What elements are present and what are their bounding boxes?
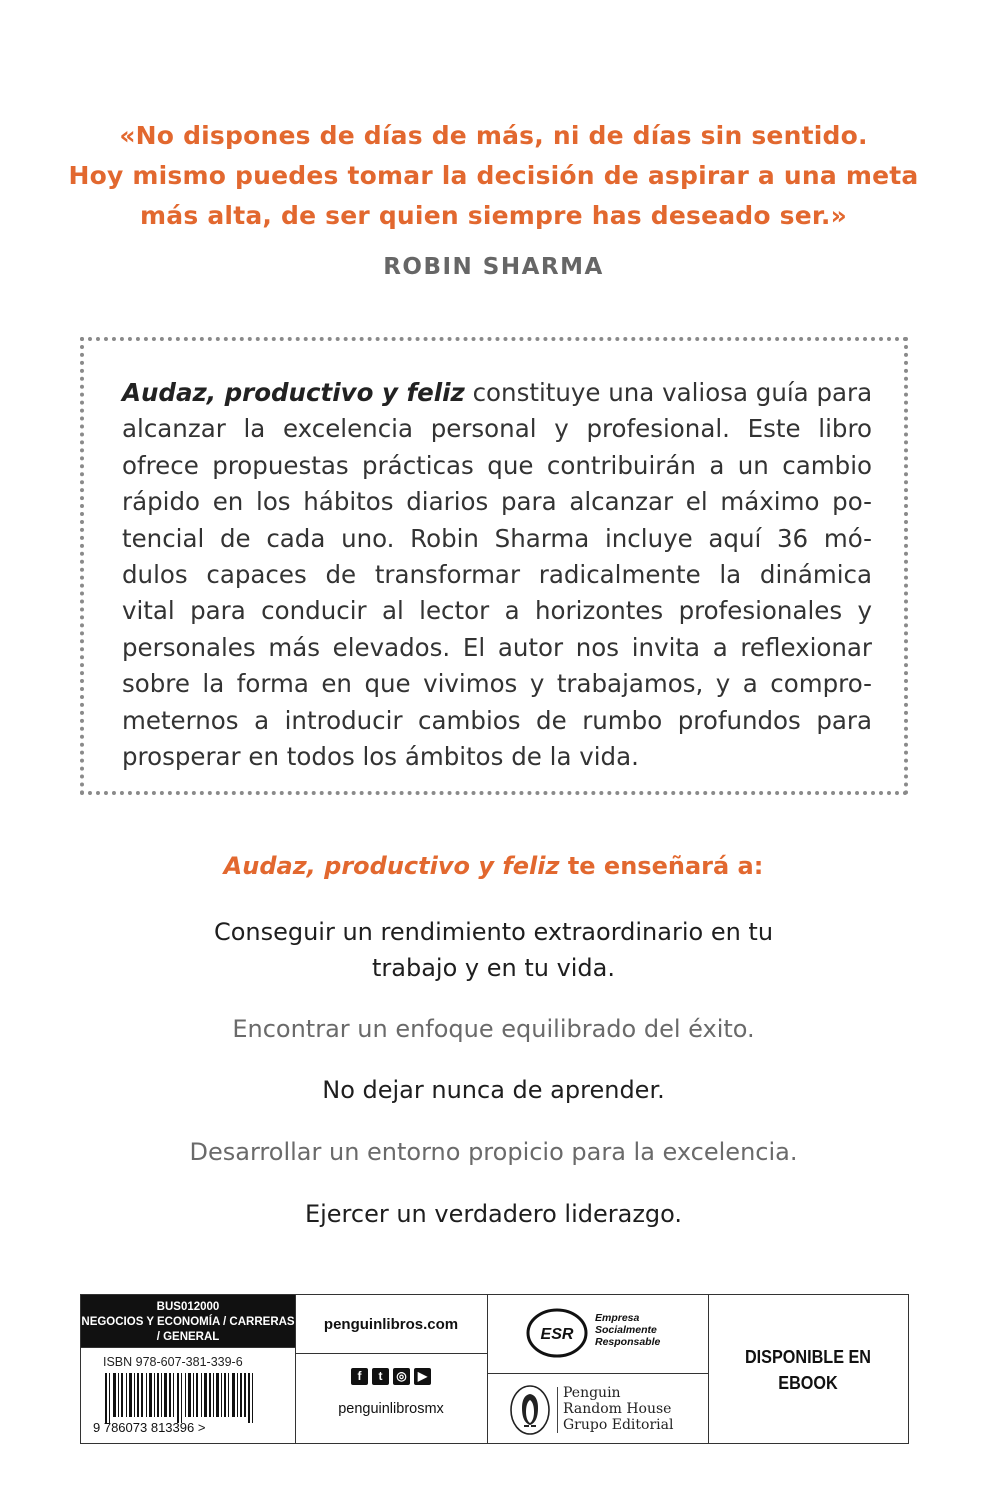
esr-logo-text: ESR bbox=[540, 1326, 574, 1343]
youtube-icon[interactable]: ▶ bbox=[414, 1368, 431, 1385]
description-line: vital para conducir al lector a horizontes profesionales y bbox=[122, 596, 872, 626]
quote-line: más alta, de ser quien siempre has deseado ser.» bbox=[140, 201, 847, 230]
learn-item-line: Desarrollar un entorno propicio para la excelencia. bbox=[189, 1138, 798, 1166]
description-line: dulos capaces de transformar radicalmente la dinámica bbox=[122, 560, 872, 590]
ebook-line: DISPONIBLE EN bbox=[744, 1347, 872, 1367]
esr-text-line: Responsable bbox=[595, 1336, 661, 1348]
ebook-line: EBOOK bbox=[778, 1373, 838, 1393]
website-link[interactable]: penguinlibros.com bbox=[323, 1315, 459, 1333]
esr-text-line: Empresa bbox=[595, 1312, 640, 1324]
description-text bbox=[122, 375, 872, 775]
learn-item-line: Encontrar un enfoque equilibrado del éxito. bbox=[232, 1015, 755, 1043]
learn-item-line: No dejar nunca de aprender. bbox=[322, 1076, 665, 1104]
quote-line: «No dispones de días de más, ni de días sin sentido. bbox=[119, 121, 868, 150]
learn-item bbox=[0, 1011, 987, 1047]
publisher-name-line: Random House bbox=[563, 1401, 672, 1417]
description-line: alcanzar la excelencia personal y profesional. Este libro bbox=[122, 414, 872, 444]
learn-heading-title: Audaz, productivo y feliz bbox=[223, 852, 560, 880]
bisac-category: / GENERAL bbox=[156, 1331, 220, 1343]
isbn-label: ISBN 978-607-381-339-6 bbox=[103, 1355, 243, 1369]
esr-logo-block bbox=[487, 1295, 708, 1373]
learn-item bbox=[0, 1134, 987, 1170]
learn-heading bbox=[0, 852, 987, 880]
barcode-digits: 9 786073 813396 > bbox=[93, 1420, 206, 1433]
description-line: prosperar en todos los ámbitos de la vida. bbox=[122, 742, 639, 772]
learn-heading-suffix: te enseñará a: bbox=[559, 852, 764, 880]
learn-item bbox=[0, 1196, 987, 1232]
penguin-logo-icon bbox=[507, 1383, 553, 1437]
description-line-text: constituye una valiosa guía para bbox=[464, 378, 873, 407]
description-line: personales más elevados. El autor nos invita a reflexionar bbox=[122, 632, 872, 662]
publisher-logo-block bbox=[487, 1373, 708, 1445]
facebook-icon[interactable]: f bbox=[351, 1368, 368, 1385]
esr-logo-icon bbox=[525, 1307, 589, 1359]
social-icons bbox=[295, 1365, 487, 1385]
divider bbox=[81, 1347, 295, 1348]
description-line: meternos a introducir cambios de rumbo profundos para bbox=[122, 705, 872, 735]
esr-text bbox=[595, 1312, 660, 1348]
description-line: sobre la forma en que vivimos y trabajamos, y a compro- bbox=[122, 669, 872, 699]
description-line: rápido en los hábitos diarios para alcanzar el máximo po- bbox=[122, 487, 872, 517]
description-line: tencial de cada uno. Robin Sharma incluye aquí 36 mó- bbox=[122, 523, 872, 553]
quote-author: ROBIN SHARMA bbox=[383, 254, 604, 280]
learn-item bbox=[0, 914, 987, 986]
twitter-icon[interactable]: t bbox=[372, 1368, 389, 1385]
publisher-divider bbox=[557, 1387, 558, 1433]
publisher-name-line: Grupo Editorial bbox=[563, 1417, 674, 1433]
bisac-code: BUS012000 bbox=[156, 1301, 220, 1313]
learn-item-line: Ejercer un verdadero liderazgo. bbox=[304, 1200, 683, 1228]
learn-item-line: trabajo y en tu vida. bbox=[371, 954, 616, 982]
description-line: ofrece propuestas prácticas que contribuirán a un cambio bbox=[122, 450, 872, 480]
publisher-name bbox=[563, 1385, 673, 1433]
book-title: Audaz, productivo y feliz bbox=[122, 378, 465, 407]
social-block bbox=[295, 1353, 487, 1445]
quote bbox=[60, 116, 927, 236]
social-handle: penguinlibrosmx bbox=[338, 1401, 444, 1417]
publisher-name-line: Penguin bbox=[563, 1385, 621, 1401]
description-box bbox=[80, 337, 908, 795]
bisac-code-block bbox=[81, 1295, 295, 1347]
divider bbox=[708, 1295, 709, 1443]
learn-item-line: Conseguir un rendimiento extraordinario en tu bbox=[213, 918, 774, 946]
quote-line: Hoy mismo puedes tomar la decisión de aspirar a una meta bbox=[68, 161, 919, 190]
learn-item bbox=[0, 1072, 987, 1108]
barcode bbox=[91, 1373, 281, 1433]
instagram-icon[interactable]: ◎ bbox=[393, 1368, 410, 1385]
footer-info-panel bbox=[80, 1294, 909, 1444]
bisac-category: NEGOCIOS Y ECONOMÍA / CARRERAS bbox=[81, 1316, 295, 1328]
ebook-availability bbox=[718, 1295, 898, 1445]
esr-text-line: Socialmente bbox=[595, 1324, 657, 1336]
description-line bbox=[122, 375, 872, 411]
